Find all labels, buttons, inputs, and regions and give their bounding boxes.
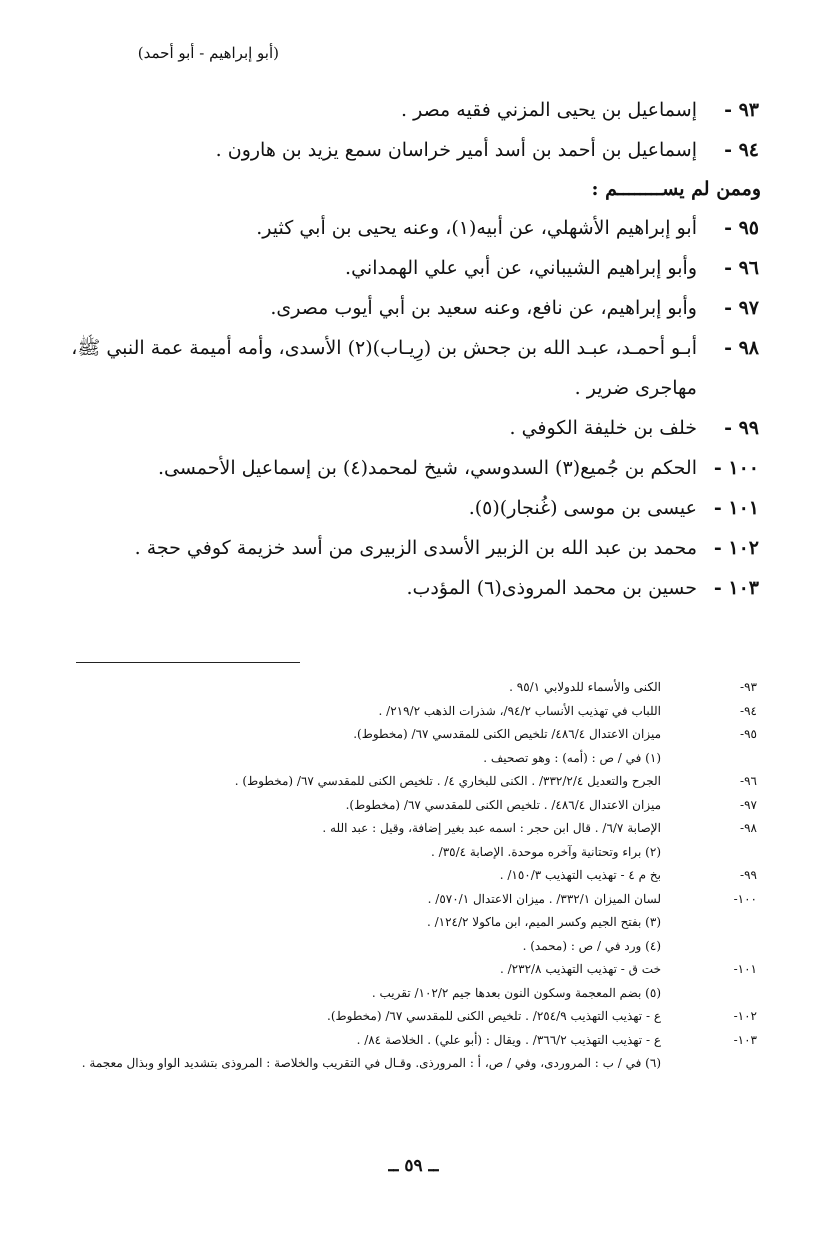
footnote-number <box>661 1052 757 1076</box>
footnote-number: ١٠٠- <box>733 891 757 906</box>
footnote-number <box>661 747 757 771</box>
entry-number: ١٠٢ - <box>713 537 759 559</box>
footnote-number: ٩٦- <box>740 774 757 788</box>
footnote-text: الكنى والأسماء للدولابي ٩٥/١ . <box>509 680 661 694</box>
footnote <box>57 747 757 771</box>
entry-102 <box>59 528 759 568</box>
footnote <box>57 888 757 912</box>
entry-number: ٩٥ - <box>724 217 759 239</box>
entry-text: إسماعيل بن أحمد بن أسد أمير خراسان سمع يزيد بن هارون . <box>215 139 697 161</box>
entry-number: ٩٤ - <box>724 139 759 161</box>
entry-95 <box>59 208 759 248</box>
footnote-number: ٩٤- <box>740 703 757 718</box>
footnote <box>57 982 757 1006</box>
footnote-text: (١) في / ص : (أمه) : وهو تصحيف . <box>483 750 661 765</box>
main-entries <box>59 90 759 608</box>
footnote-divider <box>76 662 300 663</box>
entry-text: عيسى بن موسى (غُنجار)(٥). <box>468 497 697 519</box>
entry-number: ١٠٣ - <box>713 577 759 599</box>
entry-text: وأبو إبراهيم الشيباني، عن أبي علي الهمداني. <box>345 257 697 279</box>
entry-text: أبو إبراهيم الأشهلي، عن أبيه(١)، وعنه يحيى بن أبي كثير. <box>256 217 697 239</box>
entry-97 <box>59 288 759 328</box>
footnote-text: (٦) في / ب : المروردى، وفي / ص، أ : المرورذى. وقـال في التقريب والخلاصة : المروذى بتشديد الواو وبذال معجمة . <box>81 1056 661 1070</box>
running-header: (أبو إبراهيم - أبو أحمد) <box>137 44 279 62</box>
footnote-text: (٥) بضم المعجمة وسكون النون بعدها جيم ١٠٢/٢/ تقريب . <box>371 985 661 1000</box>
footnote <box>57 723 757 747</box>
footnote <box>57 841 757 865</box>
page-number: ــ ٥٩ ــ <box>388 1156 439 1176</box>
entry-number: ٩٧ - <box>724 297 759 319</box>
footnote-text: خت ق - تهذيب التهذيب ٢٣٢/٨/ . <box>500 962 661 976</box>
footnote <box>57 817 757 841</box>
entry-text: وأبو إبراهيم، عن نافع، وعنه سعيد بن أبي أيوب مصرى. <box>270 297 697 319</box>
footnote-text: (٣) بفتح الجيم وكسر الميم، ابن ماكولا ١٢٤/٢/ . <box>426 915 661 929</box>
entry-103 <box>59 568 759 608</box>
entry-99 <box>59 408 759 448</box>
footnote <box>57 794 757 818</box>
entry-text: إسماعيل بن يحيى المزني فقيه مصر . <box>401 99 697 121</box>
footnote-text: الجرح والتعديل ٣٣٢/٢/٤/ . الكنى للبخاري ٤/ . تلخيص الكنى للمقدسي ٦٧/ (مخطوط) . <box>234 774 661 788</box>
entry-93 <box>59 90 759 130</box>
footnote-text: لسان الميزان ٣٣٢/١/ . ميزان الاعتدال ٥٧٠/١/ . <box>427 891 661 906</box>
footnote-text: (٢) براء وتحتانية وآخره موحدة. الإصابة ٣٥/٤/ . <box>431 844 661 859</box>
entry-number: ٩٨ - <box>724 337 759 359</box>
footnote-number: ٩٨- <box>740 821 757 835</box>
entry-98 <box>59 328 759 408</box>
footnote <box>57 958 757 982</box>
footnote <box>57 1052 757 1076</box>
footnote-text: الإصابة ٦/٧/ . قال ابن حجر : اسمه عبد بغير إضافة، وقيل : عبد الله . <box>322 821 661 835</box>
footnote <box>57 911 757 935</box>
footnote <box>57 676 757 700</box>
footnote <box>57 935 757 959</box>
entry-100 <box>59 448 759 488</box>
footnote-number: ١٠٣- <box>733 1032 757 1047</box>
entry-number: ٩٦ - <box>724 257 759 279</box>
footnote-number: ٩٣- <box>740 680 757 694</box>
footnote-number <box>661 911 757 935</box>
entry-number: ١٠١ - <box>713 497 759 519</box>
entry-number: ٩٩ - <box>724 417 759 439</box>
footnote-number: ٩٩- <box>740 868 757 882</box>
footnote-text: ع - تهذيب التهذيب ٣٦٦/٢/ . ويقال : (أبو علي) . الخلاصة ٨٤/ . <box>356 1032 661 1047</box>
footnote <box>57 1005 757 1029</box>
footnote-text: ميزان الاعتدال ٤٨٦/٤/ تلخيص الكنى للمقدسي ٦٧/ (مخطوط). <box>353 727 661 741</box>
entry-number: ٩٣ - <box>724 99 759 121</box>
footnote-text: ميزان الاعتدال ٤٨٦/٤/ . تلخيص الكنى للمقدسي ٦٧/ (مخطوط). <box>345 797 661 812</box>
footnote <box>57 700 757 724</box>
entry-number: ١٠٠ - <box>713 457 759 479</box>
entry-94 <box>59 130 759 170</box>
entry-text: محمد بن عبد الله بن الزبير الأسدى الزبيرى من أسد خزيمة كوفي حجة . <box>134 537 697 559</box>
section-heading: وممن لم يســــــــم : <box>591 178 761 200</box>
footnote-number <box>661 982 757 1006</box>
footnote-number <box>661 841 757 865</box>
footnote-text: (٤) ورد في / ص : (محمد) . <box>522 938 661 953</box>
entry-text: أبـو أحمـد، عبـد الله بن جحش بن (رِيـاب)(٢) الأسدى، وأمه أميمة عمة النبي ﷺ، مهاجرى ضرير . <box>71 337 697 399</box>
entry-text: الحكم بن جُميع(٣) السدوسي، شيخ لمحمد(٤) بن إسماعيل الأحمسى. <box>157 457 697 479</box>
footnote-text: اللباب في تهذيب الأنساب ٩٤/٢/، شذرات الذهب ٢١٩/٢/ . <box>378 703 661 718</box>
footnote <box>57 770 757 794</box>
footnote-number: ١٠٢- <box>733 1009 757 1023</box>
footnote-number: ١٠١- <box>733 962 757 976</box>
entry-text: حسين بن محمد المروذى(٦) المؤدب. <box>406 577 697 599</box>
footnote-number: ٩٧- <box>740 797 757 812</box>
footnotes <box>57 676 757 1076</box>
footnote <box>57 1029 757 1053</box>
footnote <box>57 864 757 888</box>
footnote-number: ٩٥- <box>740 727 757 741</box>
entry-101 <box>59 488 759 528</box>
footnote-text: ع - تهذيب التهذيب ٢٥٤/٩/ . تلخيص الكنى للمقدسي ٦٧/ (مخطوط). <box>327 1009 661 1023</box>
entry-96 <box>59 248 759 288</box>
footnote-number <box>661 935 757 959</box>
footnote-text: بخ م ٤ - تهذيب التهذيب ١٥٠/٣/ . <box>499 868 661 882</box>
entry-text: خلف بن خليفة الكوفي . <box>509 417 697 439</box>
